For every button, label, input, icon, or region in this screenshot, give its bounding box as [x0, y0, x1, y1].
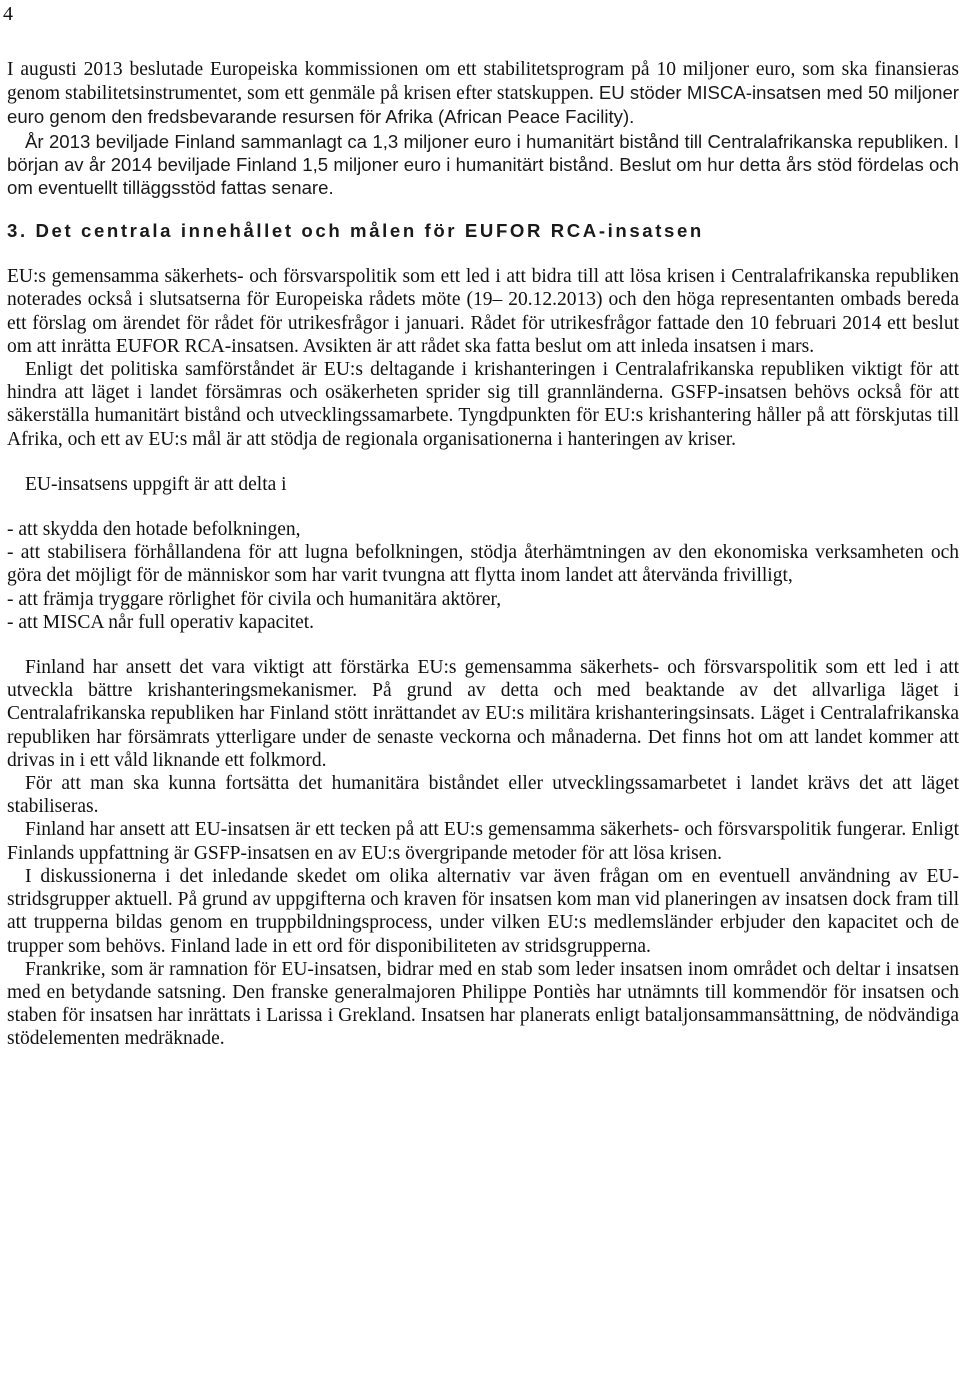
list-item: - att skydda den hotade befolkningen, [7, 519, 301, 541]
section-paragraph-1b: 20.12.2013) och den höga representanten ombads bereda ett förslag om ärendet för rådet för utrikesfrågor i januari. Rådet för utrikesfrågor fattade den 10 februari 2014 ett beslut om att inrätta EUFOR RCA-insatsen. Avsikten är att rådet ska fatta beslut om att inleda insatsen i mars. [7, 289, 960, 357]
section-paragraph-3: Finland har ansett det vara viktigt att förstärka EU:s gemensamma säkerhets- och försvarspolitik som ett led i att utveckla bättre krishanteringsmekanismer. På grund av detta och med beaktande av det allvarliga läget i Centralafrikanska republiken har Finland stött inrättandet av EU:s militära krishanteringsinsats. Läget i Centralafrikanska republiken har försämrats ytterligare under de senaste veckorna och månaderna. Det finns hot om att landet kommer att drivas in i ett våld liknande ett folkmord. [7, 657, 959, 771]
section-heading: 3. Det centrala innehållet och målen för EUFOR RCA-insatsen [7, 220, 704, 242]
task-list [7, 518, 959, 634]
intro-text-1: I augusti 2013 beslutade Europeiska kommissionen om ett stabilitetsprogram på 10 miljoner euro, som ska finansieras genom stabilitetsinstrumentet, som ett genmäle på krisen efter statskuppen. [7, 59, 959, 105]
list-item: - att MISCA når full operativ kapacitet. [7, 611, 315, 633]
section-paragraph-1a: EU:s gemensamma säkerhets- och försvarspolitik som ett led i att bidra till att lösa krisen i Centralafrikanska republiken noterades också i slutsatserna för Europeiska rådets möte (19– [7, 266, 959, 311]
section-paragraph-6: I diskussionerna i det inledande skedet om olika alternativ var även frågan om en eventuell användning av EU-stridsgrupper aktuell. På grund av uppgifterna och kraven för insatsen kom man vid planeringen av insatsen dock fram till att trupperna bildas genom en truppbildningsprocess, under vilken EU:s medlemsländer erbjuder den kapacitet och de trupper som behövs. Finland lade in ett ord för disponibiliteten av stridsgrupperna. [7, 865, 959, 957]
list-item: - att stabilisera förhållandena för att lugna befolkningen, stödja återhämtningen av den ekonomiska verksamheten och göra det möjligt för de människor som har varit tvungna att flytta inom landet att återvända frivilligt, [7, 542, 959, 587]
intro-paragraph-2: År 2013 beviljade Finland sammanlagt ca 1,3 miljoner euro i humanitärt bistånd till Centralafrikanska republiken. I början av år 2014 beviljade Finland 1,5 miljoner euro i humanitärt bistånd. Beslut om hur detta års stöd fördelas och om eventuellt tilläggsstöd fattas senare. [7, 130, 959, 199]
document-body [7, 58, 959, 1051]
list-item: - att främja tryggare rörlighet för civila och humanitära aktörer, [7, 588, 502, 610]
section-paragraph-1 [7, 265, 959, 358]
page-number: 4 [3, 3, 13, 25]
section-paragraph-5: Finland har ansett att EU-insatsen är ett tecken på att EU:s gemensamma säkerhets- och försvarspolitik fungerar. Enligt Finlands uppfattning är GSFP-insatsen en av EU:s övergripande metoder för att lösa krisen. [7, 819, 959, 864]
task-intro: EU-insatsens uppgift är att delta i [25, 473, 287, 495]
intro-text-1-cont: EU stöder MISCA-insatsen med 50 miljoner euro genom den fredsbevarande resursen för Afrika (African Peace Facility). [7, 82, 959, 128]
section-paragraph-7: Frankrike, som är ramnation för EU-insatsen, bidrar med en stab som leder insatsen inom området och deltar i insatsen med en betydande satsning. Den franske generalmajoren Philippe Pontiès har utnämnts till kommendör för insatsen och staben för insatsen har inrättats i Larissa i Grekland. Insatsen har planerats enligt bataljonsammansättning, de nödvändiga stödelementen medräknade. [7, 958, 959, 1050]
section-paragraph-2: Enligt det politiska samförståndet är EU:s deltagande i krishanteringen i Centralafrikanska republiken viktigt för att hindra att läget i landet försämras och osäkerheten sprider sig till grannländerna. GSFP-insatsen behövs också för att säkerställa humanitärt bistånd och utvecklingssamarbete. Tyngdpunkten för EU:s krishantering håller på att förskjutas till Afrika, och ett av EU:s mål är att stödja de regionala organisationerna i hanteringen av kriser. [7, 359, 959, 450]
intro-paragraph-1 [7, 58, 959, 130]
section-paragraph-4: För att man ska kunna fortsätta det humanitära biståndet eller utvecklingssamarbetet i landet krävs det att läget stabiliseras. [7, 773, 959, 818]
